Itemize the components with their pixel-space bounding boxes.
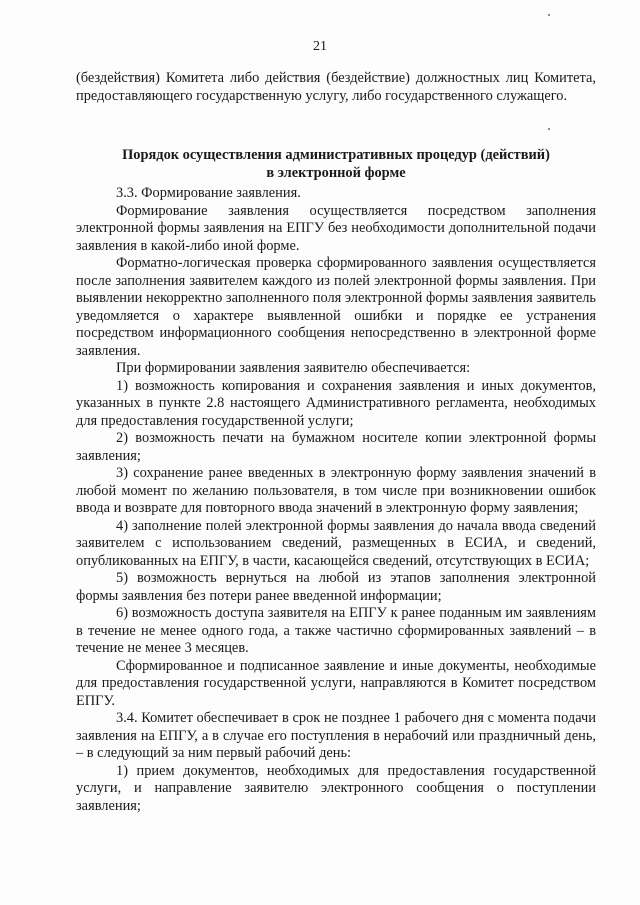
list-item: 5) возможность вернуться на любой из этапов заполнения электронной формы заявления без потери ранее введенной информации; (76, 570, 596, 604)
paragraph: 3.3. Формирование заявления. (116, 185, 301, 201)
paragraph: Сформированное и подписанное заявление и иные документы, необходимые для предоставления государственной услуги, направляются в Комитет посредством ЕПГУ. (76, 657, 596, 709)
list-item: 1) прием документов, необходимых для предоставления государственной услуги, и направление заявителю электронного сообщения о поступлении заявления; (76, 762, 596, 814)
paragraph: При формировании заявления заявителю обеспечивается: (116, 360, 471, 376)
paragraph: 3.4. Комитет обеспечивает в срок не позднее 1 рабочего дня с момента подачи заявления на ЕПГУ, а в случае его поступления в нерабочий или праздничный день, – в следующий за ним первый рабочий день: (76, 710, 596, 761)
list-item: 3) сохранение ранее введенных в электронную форму заявления значений в любой момент по желанию пользователя, в том числе при возникновении ошибок ввода и возврате для повторного ввода значений в электронную форму заявления; (76, 465, 596, 516)
list-item: 4) заполнение полей электронной формы заявления до начала ввода сведений заявителем с использованием сведений, размещенных в ЕСИА, и сведений, опубликованных на ЕПГУ, в части, касающейся сведений, отсутствующих в ЕСИА; (76, 517, 596, 569)
page-number: 21 (313, 39, 327, 54)
list-item: 2) возможность печати на бумажном носителе копии электронной формы заявления; (76, 430, 596, 464)
list-item: 1) возможность копирования и сохранения заявления и иных документов, указанных в пункте 2.8 настоящего Административного регламента, необходимых для предоставления государственной услуги; (76, 377, 596, 429)
paragraph: Форматно-логическая проверка сформированного заявления осуществляется после заполнения заявителем каждого из полей электронной формы заявления. При выявлении некорректно заполненного поля электронной формы заявления заявитель уведомляется о характере выявленной ошибки и порядке ее устранения посредством информационного сообщения непосредственно в электронной форме заявления. (76, 255, 596, 359)
section-heading (76, 146, 596, 182)
paragraph: Формирование заявления осуществляется посредством заполнения электронной формы заявления на ЕПГУ без необходимости дополнительной подачи заявления в какой-либо иной форме. (76, 202, 596, 254)
section-heading-line1: Порядок осуществления административных процедур (действий) (122, 147, 550, 163)
list-item: 6) возможность доступа заявителя на ЕПГУ к ранее поданным им заявлениям в течение не менее одного года, а также частично сформированных заявлений – в течение не менее 3 месяцев. (76, 605, 596, 656)
section-heading-line2: в электронной форме (266, 165, 406, 181)
body-text (76, 185, 596, 815)
intro-paragraph: (бездействия) Комитета либо действия (бездействие) должностных лиц Комитета, предоставляющего государственную услугу, либо государственного служащего. (76, 70, 596, 104)
scan-speck (548, 14, 550, 16)
scan-speck (548, 128, 550, 130)
intro-paragraph-block (76, 70, 596, 105)
